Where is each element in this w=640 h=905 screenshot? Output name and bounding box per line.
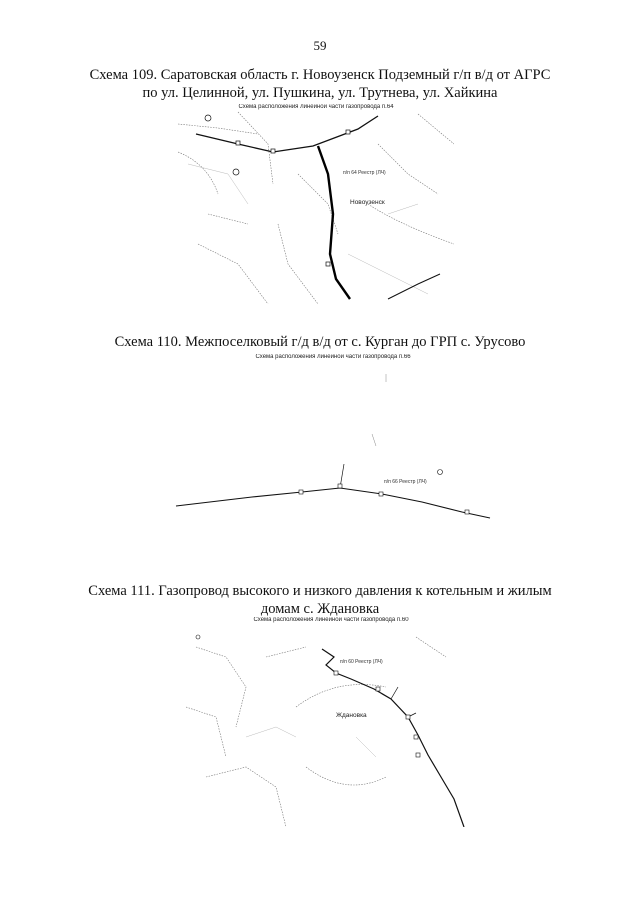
- scheme-109-map-title: Схема расположения линейной части газопровода п.64: [238, 104, 394, 110]
- scheme-109-town-label: Новоузенск: [350, 199, 385, 206]
- scheme-110-map: [172, 354, 494, 528]
- scheme-110-map-graphic: [172, 354, 494, 528]
- scheme-111-caption-line1: Схема 111. Газопровод высокого и низкого давления к котельным и жилым: [88, 583, 552, 599]
- scheme-111-caption-line2: домам с. Ждановка: [260, 601, 380, 617]
- scheme-109-map: [178, 104, 454, 304]
- scheme-109-caption-line2: по ул. Целинной, ул. Пушкина, ул. Трутнева, ул. Хайкина: [142, 85, 498, 101]
- scheme-111-pipeline-label: п/п 60 Реестр (ЛЧ): [340, 659, 383, 665]
- scheme-111-map-graphic: [186, 617, 476, 827]
- scheme-110-map-title: Схема расположения линейной части газопровода п.66: [255, 354, 411, 360]
- scheme-111-map: [186, 617, 476, 827]
- scheme-111-map-title: Схема расположения линейной части газопровода п.60: [253, 617, 409, 623]
- scheme-109-map-graphic: [178, 104, 454, 304]
- page-number: 59: [313, 38, 327, 53]
- scheme-109-caption-line1: Схема 109. Саратовская область г. Новоузенск Подземный г/п в/д от АГРС: [89, 67, 551, 83]
- scheme-111-town-label: Ждановка: [336, 712, 367, 719]
- scheme-109-pipeline-label: п/п 64 Реестр (ЛЧ): [343, 170, 386, 176]
- scheme-110-caption-line1: Схема 110. Межпоселковый г/д в/д от с. Курган до ГРП с. Урусово: [114, 334, 526, 350]
- scheme-110-pipeline-label: п/п 66 Реестр (ЛЧ): [384, 479, 427, 485]
